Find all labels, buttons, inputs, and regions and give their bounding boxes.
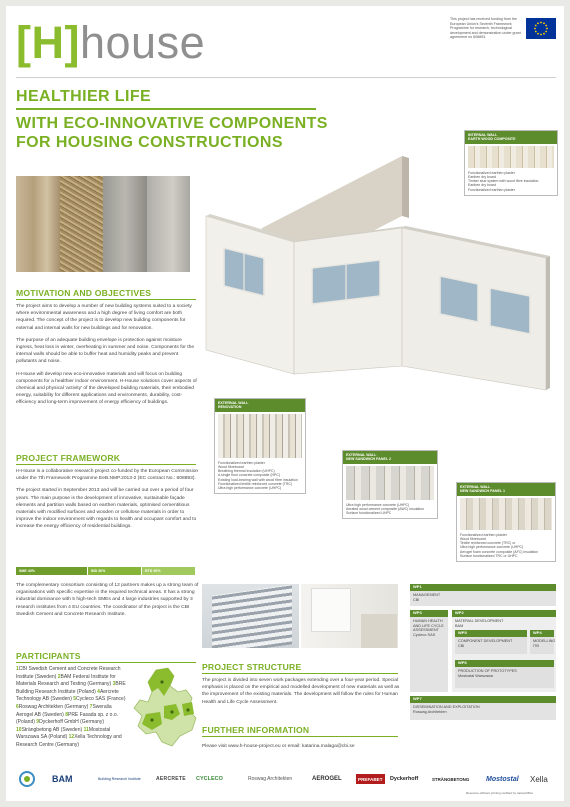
poster — [6, 6, 564, 801]
callout-sandwich-panel-1: EXTERNAL WALL NEW SANDWICH PANEL 1 Functionalized earthen plaster Wood fibreboard Textile reinforced concrete (TRC) or Ultra high performance concrete (UHPC) Aerogel foam concrete composite (AFC) insulation Surface functionalized TRC or UHPC — [456, 482, 556, 562]
wp7-box: WP7 DISSEMINATION AND EXPLOITATION Roswag Architekten — [410, 696, 556, 720]
title-divider — [16, 108, 316, 110]
photo-interior — [301, 584, 398, 648]
structure-heading: PROJECT STRUCTURE — [202, 662, 302, 672]
logo-aerogel: AEROGEL — [312, 776, 342, 782]
framework-heading: PROJECT FRAMEWORK — [16, 453, 121, 463]
participant-number: 3 — [112, 681, 116, 688]
header-divider — [16, 77, 556, 78]
budget-ind: IND 30% — [88, 567, 142, 575]
photo-modern-facade — [202, 584, 299, 648]
logo-xella: Xella — [530, 774, 548, 784]
participant-number: 10 — [16, 726, 22, 733]
motivation-heading: MOTIVATION AND OBJECTIVES — [16, 288, 152, 298]
motivation-text: The project aims to develop a number of new building systems suited to a society where environmental awareness and a high degree of living comfort are both required. The concept of the project is to develop new building components for external and internal walls for new buildings and for renovation. The purpose of an adequate building envelope is protection against moisture ingress, heat loss in winter, overheating in summer and noise. Components for the internal walls should be able to buffer heat and humidity peaks and prevent pollutants and noise. H-House will develop new eco-innovative materials and will focus on building components for a healthier indoor environment. H-House solutions cover aspects of chemical and physical 'activity' of the developed building materials, their embodied energy, suitability for different applications and environments, durability, cost-efficiency and long-term improvement of energy efficiency of buildings. — [16, 304, 197, 406]
logo-strangbetong: STRÄNGBETONG — [432, 776, 470, 782]
participant-number: 2 — [57, 673, 61, 680]
participant-number: 8 — [65, 711, 68, 718]
participant-number: 11 — [83, 726, 89, 733]
building-photos — [202, 584, 398, 648]
callout-internal-list: Functionalized earthen plaster Earthen dry board Timber stud system with wood fibre insulation Earthen dry board Functionalized earthen plaster — [468, 170, 539, 192]
europe-partner-map — [126, 666, 200, 750]
participant-name: PRE Fasada sp. z o.o. (Poland) — [16, 711, 119, 726]
poster-title-line1: HEALTHIER LIFE — [16, 88, 152, 105]
wp5-box: WP5 COMPONENT DEVELOPMENT CBI — [455, 630, 527, 654]
framework-divider — [16, 464, 196, 465]
wp1-box: WP1 MANAGEMENT CBI — [410, 584, 556, 606]
logo-bri: Building Research Institute — [98, 776, 141, 781]
participant-name: BAM Federal Institute for Materials Research and Testing (Germany) — [16, 673, 116, 688]
logo-mostostal: Mostostal — [486, 775, 519, 783]
logo-dyckerhoff: Dyckerhoff — [390, 776, 419, 782]
budget-share-bar — [16, 567, 196, 575]
participant-number: 7 — [89, 703, 93, 710]
participant-name: Roswag Architekten (Germany) — [18, 703, 89, 710]
callout-panel2-list: Ultra high performance concrete (UHPC) Aerated wood cement composite (AWC) insulation Surface functionalized UHPC — [346, 502, 425, 516]
poster-title-line2: WITH ECO-INNOVATIVE COMPONENTS FOR HOUSING CONSTRUCTIONS — [16, 115, 328, 151]
material-samples-photo — [16, 176, 190, 272]
wp6-box: WP6 PRODUCTION OF PROTOTYPES Mostostal Warszawa — [455, 660, 554, 688]
logo-cbi — [16, 770, 38, 788]
participants-list — [16, 666, 128, 750]
structure-divider — [202, 673, 398, 674]
participant-number: 6 — [16, 703, 19, 710]
wp2-container: WP2 MATERIAL DEVELOPMENT BAM — [452, 610, 556, 692]
further-info-text: Please visit www.h-house-project.eu or email: katarina.malaga@cbi.se — [202, 744, 355, 749]
logo-bam: BAM — [52, 774, 73, 784]
participant-name: Sweralia Aerogel AB (Sweden) — [16, 703, 112, 718]
wp4-box: WP4 MODELLING ITB — [530, 630, 554, 654]
participant-name: BRE Building Research Institute (Poland) — [16, 681, 126, 695]
logo-cycleco: CYCLECO — [196, 776, 223, 782]
participant-name: Dyckerhoff GmbH (Germany) — [39, 719, 104, 726]
partner-logos — [16, 770, 556, 788]
callout-internal-wall: INTERNAL WALL EARTH WOOD COMPOSITE Functionalized earthen plaster Earthen dry board Timber stud system with wood fibre insulation Earthen dry board Functionalized earthen plaster — [464, 130, 558, 196]
participant-name: CBI Swedish Cement and Concrete Research Institute (Sweden) — [16, 666, 121, 680]
further-info-heading: FURTHER INFORMATION — [202, 725, 310, 735]
callout-renovation: EXTERNAL WALL RENOVATION Functionalized earthen plaster Wood fibreboard Breathing thermal insulation (UHPC) A single floor concrete composite (HPC) Existing load-bearing wall with wood fibre insulation Functionalized textile reinforced concrete (TRC) Ultra high performance concrete (UHPC) — [214, 398, 306, 494]
participant-name: Aercrete Technology AB (Sweden) — [16, 688, 119, 703]
motivation-divider — [16, 299, 196, 300]
participant-name: Mostostal Warszawa SA (Poland) — [16, 726, 111, 741]
callout-renovation-list: Functionalized earthen plaster Wood fibreboard Breathing thermal insulation (UHPC) A single floor concrete composite (HPC) Existing load-bearing wall with wood fibre insulation Functionalized textile reinforced concrete (TRC) Ultra high performance concrete (UHPC) — [218, 460, 298, 491]
participant-number: 12 — [68, 734, 75, 741]
print-certification-note: Resource efficient printing certified by natureOffice — [466, 791, 534, 795]
logo-roswag: Roswag Architekten — [248, 776, 293, 782]
consortium-text: The complementary consortium consisting of 12 partners makes up a strong team of organisations with specific expertise in the required technical areas. It has a strong industrial dominance with 5 high-tech SMEs and 4 large industries supported by 3 research institutes from 4 EU countries. The coordinator of the project is the CBI Swedish Cement and Concrete Research Institute. — [16, 583, 199, 617]
callout-sandwich-panel-2: EXTERNAL WALL NEW SANDWICH PANEL 2 Ultra high performance concrete (UHPC) Aerated wood cement composite (AWC) insulation Surface functionalized UHPC — [342, 450, 438, 519]
participant-number: 4 — [97, 688, 100, 695]
participant-number: 9 — [36, 719, 40, 726]
participant-name: Cycleco SAS (France) — [76, 696, 126, 703]
eu-flag-icon — [526, 18, 556, 39]
structure-text: The project is divided into seven work packages extending over a four-year period. Special emphasis is placed on the empirical and modelled development of new materials as well as the improvement of the existing materials. The development will follow the rules for Human Health and Life Cycle Assessment. — [202, 678, 400, 705]
logo-prefabet: PREFABET — [356, 774, 385, 784]
logo-aercrete: AERCRETE — [156, 776, 186, 782]
wp3-box: WP3 HUMAN HEALTH AND LIFE CYCLE ASSESSMENT Cycleco SAS — [410, 610, 448, 692]
participants-divider — [16, 662, 196, 663]
participant-number: 5 — [73, 696, 77, 703]
budget-sme: SME 40% — [16, 567, 88, 575]
participant-number: 1 — [16, 666, 19, 672]
callout-panel1-list: Functionalized earthen plaster Wood fibreboard Textile reinforced concrete (TRC) or Ultra high performance concrete (UHPC) Aerogel foam concrete composite (AFC) insulation Surface functionalized TRC or UHPC — [460, 532, 539, 558]
framework-text: H-House is a collaborative research project co-funded by the European Commission under the 7th Framework Programme EeB.NMP.2013-2 (EC contract No.: 608893). The project started in September 2013 and will be carried out over a period of four years. The main purpose is the development of innovative, sustainable façade elements and partition walls based on earthen materials, optimised cementitious materials with modified surfaces and wooden or cellulose materials in order to improve the indoor environment with regards to health and occupant comfort and to increase the energy efficiency of residential buildings. — [16, 469, 199, 530]
participant-name: Strängbetong AB (Sweden) — [21, 726, 83, 733]
hhouse-logo: [H]house — [16, 17, 206, 68]
participants-heading: PARTICIPANTS — [16, 651, 81, 661]
budget-rtd: RTD 30% — [142, 567, 196, 575]
funding-statement: This project has received funding from the European Union's Seventh Framework Programme for research, technological development and demonstration under grant agreement no 608893. — [450, 17, 521, 40]
further-info-divider — [202, 736, 398, 737]
participant-name: Xella Technology and Research Centre (Germany) — [16, 734, 122, 748]
